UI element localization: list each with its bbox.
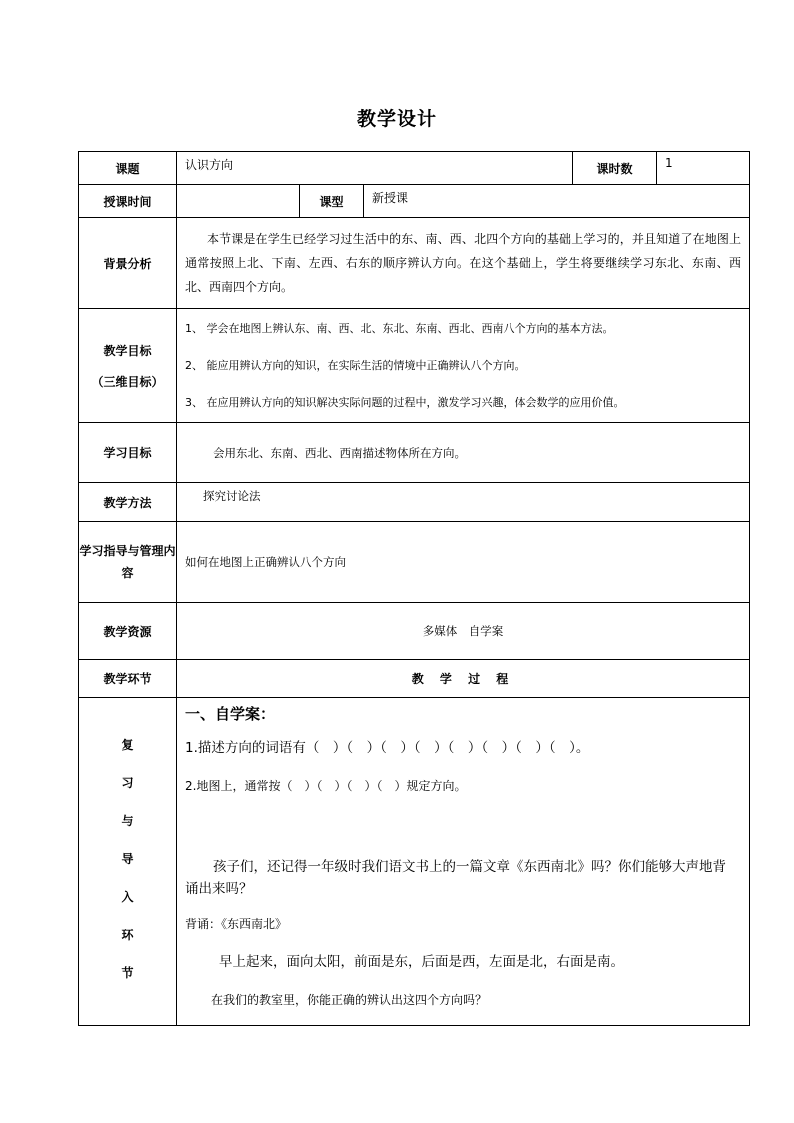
- topic-label: 课题: [79, 152, 177, 185]
- method-text: 探究讨论法: [177, 483, 750, 522]
- stage-char: 复: [121, 738, 134, 752]
- goal-item: 3、 在应用辨认方向的知识解决实际问题的过程中，激发学习兴趣，体会数学的应用价值。: [185, 396, 625, 409]
- row-method: [79, 483, 750, 522]
- method-label: 教学方法: [79, 483, 177, 522]
- time-value: [177, 185, 300, 218]
- stage-char: 习: [121, 776, 134, 790]
- teaching-goals-subtitle: （三维目标）: [91, 374, 164, 389]
- recite-title: 背诵：《东西南北》: [185, 917, 288, 931]
- teaching-goals-list: [177, 309, 750, 423]
- resources-text: 多媒体 自学案: [177, 603, 750, 660]
- row-guidance: [79, 522, 750, 603]
- stage-char: 导: [121, 852, 134, 866]
- question-1: 1.描述方向的词语有（ ）（ ）（ ）（ ）（ ）（ ）（ ）（ ）。: [185, 740, 590, 756]
- hours-label: 课时数: [573, 152, 657, 185]
- row-time: [79, 185, 750, 218]
- topic-value: 认识方向: [177, 152, 573, 185]
- page-title: 教学设计: [356, 108, 437, 130]
- hours-value: 1: [657, 152, 750, 185]
- question-2: 2.地图上，通常按（ ）（ ）（ ）（ ）规定方向。: [185, 779, 467, 793]
- teaching-goals-label: [79, 309, 177, 423]
- self-study-heading: 一、自学案：: [185, 705, 276, 723]
- guidance-label: 学习指导与管理内容: [79, 522, 177, 603]
- background-text: 本节课是在学生已经学习过生活中的东、南、西、北四个方向的基础上学习的，并且知道了在地图上通常按照上北、下南、左西、右东的顺序辨认方向。在这个基础上，学生将要继续学习东北、东南、西北、西南四个方向。: [177, 218, 750, 309]
- stage-name: [79, 698, 177, 1026]
- row-learning-goal: [79, 423, 750, 483]
- classroom-question: 在我们的教室里，你能正确的辨认出这四个方向吗？: [211, 993, 488, 1007]
- learning-goal-label: 学习目标: [79, 423, 177, 483]
- row-process-header: [79, 660, 750, 698]
- type-value: 新授课: [364, 185, 750, 218]
- process-stage-label: 教学环节: [79, 660, 177, 698]
- process-title: 教 学 过 程: [177, 660, 750, 698]
- row-teaching-goals: [79, 309, 750, 423]
- resources-label: 教学资源: [79, 603, 177, 660]
- type-label: 课型: [300, 185, 364, 218]
- stage-char: 环: [121, 928, 134, 942]
- row-topic: [79, 152, 750, 185]
- lesson-plan-table: [78, 151, 750, 1026]
- poem-line: 早上起来，面向太阳，前面是东，后面是西，左面是北，右面是南。: [219, 954, 624, 970]
- learning-goal-text: 会用东北、东南、西北、西南描述物体所在方向。: [177, 423, 750, 483]
- row-resources: [79, 603, 750, 660]
- row-process: [79, 698, 750, 1026]
- time-label: 授课时间: [79, 185, 177, 218]
- stage-char: 与: [121, 814, 134, 828]
- guidance-text: 如何在地图上正确辨认八个方向: [177, 522, 750, 603]
- intro-paragraph: 孩子们，还记得一年级时我们语文书上的一篇文章《东西南北》吗？你们能够大声地背诵出来吗？: [185, 859, 726, 897]
- goal-item: 2、 能应用辨认方向的知识，在实际生活的情境中正确辨认八个方向。: [185, 359, 526, 372]
- goal-item: 1、 学会在地图上辨认东、南、西、北、东北、东南、西北、西南八个方向的基本方法。: [185, 322, 614, 335]
- teaching-goals-title: 教学目标: [103, 343, 152, 358]
- stage-char: 节: [121, 966, 134, 980]
- background-label: 背景分析: [79, 218, 177, 309]
- row-background: [79, 218, 750, 309]
- stage-char: 入: [121, 890, 134, 904]
- process-content: [177, 698, 750, 1026]
